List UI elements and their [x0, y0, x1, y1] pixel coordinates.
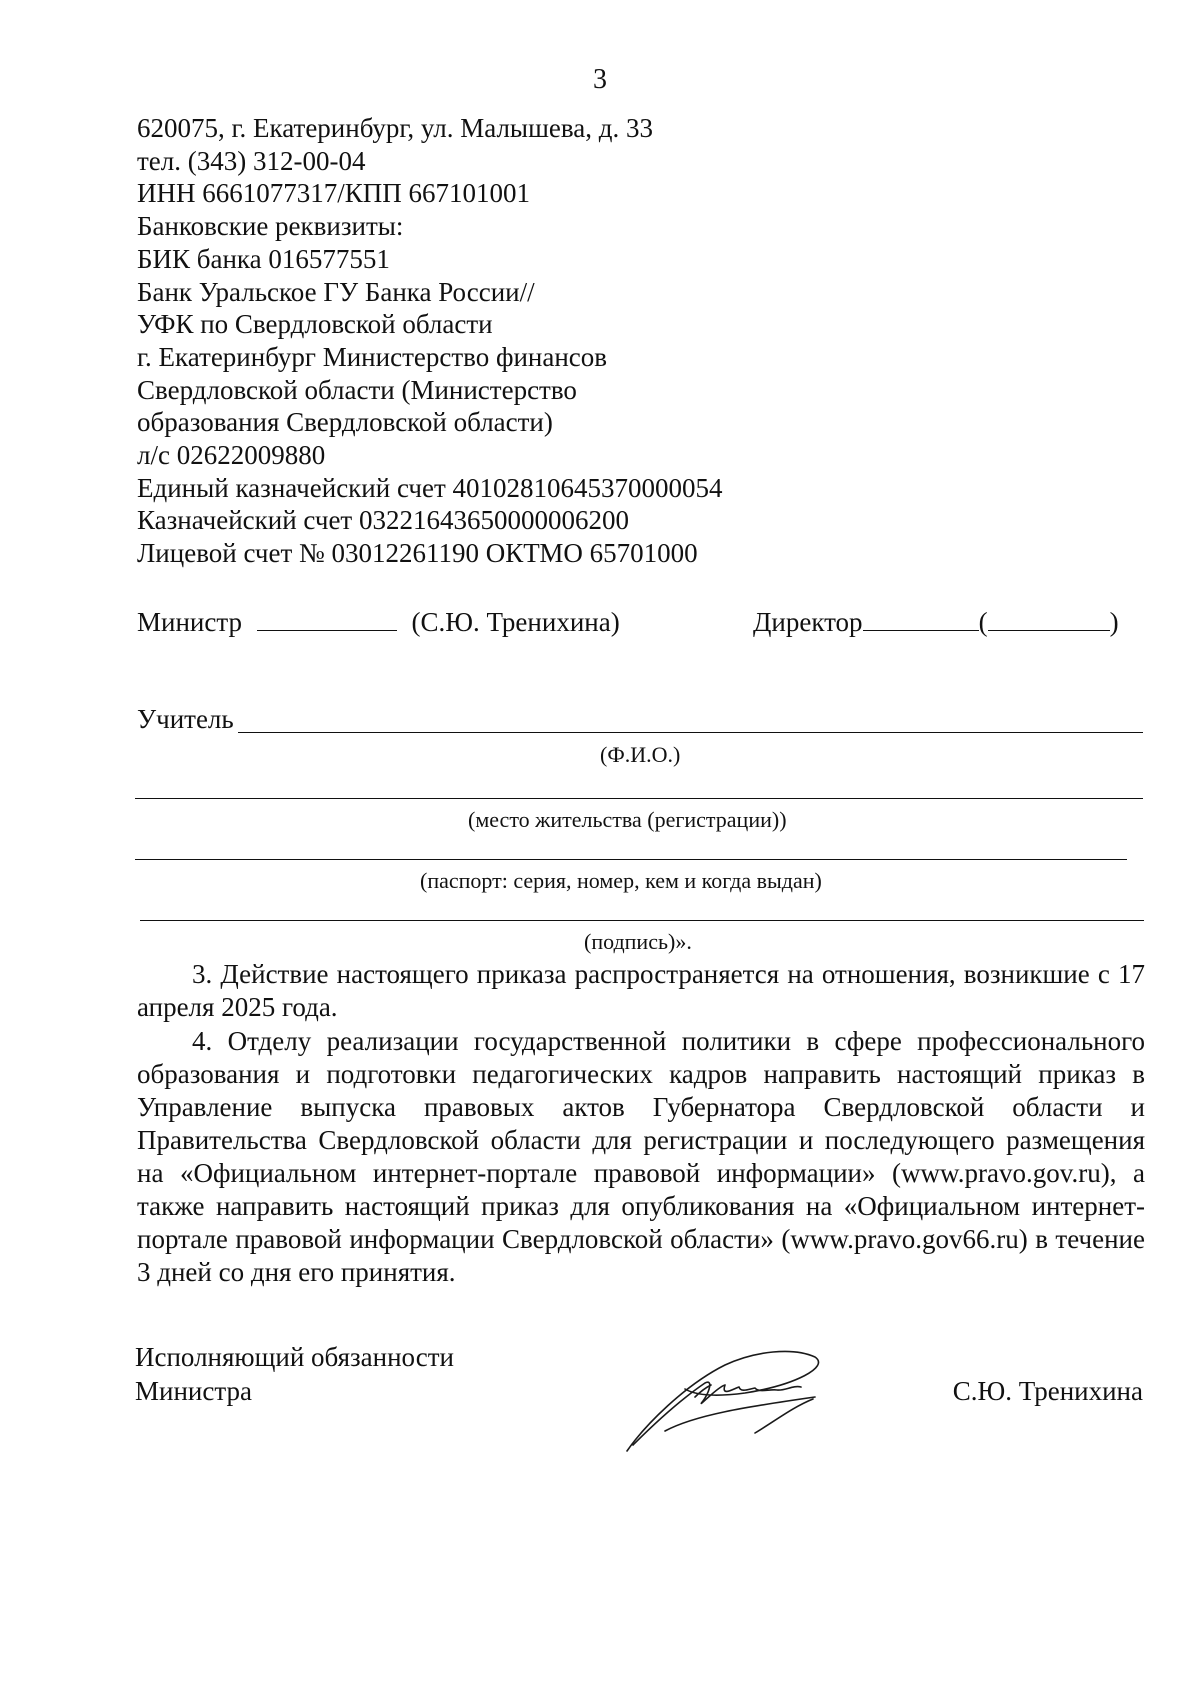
requisites-account-oktmo: Лицевой счет № 03012261190 ОКТМО 65701000 [137, 538, 698, 569]
requisites-bik: БИК банка 016577551 [137, 243, 390, 274]
teacher-fio-line [238, 732, 1143, 733]
handwritten-signature [625, 1345, 825, 1455]
paragraph-3: 3. Действие настоящего приказа распространяется на отношения, возникшие с 17 апреля 2025 года. [137, 959, 1145, 1022]
requisites-personal-account: л/с 02622009880 [137, 440, 326, 471]
requisites-recipient-1: г. Екатеринбург Министерство финансов [137, 341, 608, 372]
requisites-single-treasury-account: Единый казначейский счет 40102810645370000054 [137, 472, 723, 503]
passport-caption: (паспорт: серия, номер, кем и когда выдан) [420, 868, 822, 893]
minister-signature-blank [257, 606, 397, 631]
requisites-ufk: УФК по Свердловской области [137, 309, 493, 340]
passport-line [135, 859, 1127, 860]
fio-caption: (Ф.И.О.) [600, 742, 681, 767]
director-name-blank [988, 606, 1110, 631]
signature-caption: (подпись)». [584, 929, 692, 954]
minister-label: Министр [137, 607, 242, 637]
teacher-label: Учитель [137, 704, 234, 734]
requisites-address: 620075, г. Екатеринбург, ул. Малышева, д. 33 [137, 113, 653, 143]
paragraph-4: 4. Отделу реализации государственной политики в сфере профессионального образования и подготовки педагогических кадров направить настоящий приказ в Управление выпуска правовых актов Губернатора Свердловской области и Правительства Свердловской области для регистрации и последующего размещения на «Официальном интернет-портале правовой информации» (www.pravo.gov.ru), а также направить настоящий приказ для опубликования на «Официальном интернет-портале правовой информации Свердловской области» (www.pravo.gov66.ru) в течение 3 дней со дня его принятия. [137, 1026, 1145, 1287]
signatory-title [135, 1340, 454, 1408]
director-open-paren: ( [978, 607, 988, 637]
signatory-title-line-1: Исполняющий обязанности [135, 1342, 454, 1372]
requisites-treasury-account: Казначейский счет 03221643650000006200 [137, 505, 629, 536]
director-signature-row [753, 606, 1119, 638]
director-label: Директор [753, 607, 863, 637]
requisites-inn-kpp: ИНН 6661077317/КПП 667101001 [137, 178, 531, 209]
director-signature-blank [863, 606, 979, 631]
director-close-paren: ) [1109, 607, 1119, 637]
signatory-name: С.Ю. Тренихина [952, 1376, 1143, 1406]
residence-line [135, 798, 1143, 799]
requisites-heading: Банковские реквизиты: [137, 211, 404, 242]
minister-signature-row [137, 606, 620, 638]
residence-caption: (место жительства (регистрации)) [468, 807, 787, 832]
bank-requisites [137, 112, 897, 570]
signature-line [140, 920, 1144, 921]
requisites-phone: тел. (343) 312-00-04 [137, 145, 366, 176]
requisites-recipient-3: образования Свердловской области) [137, 407, 553, 438]
requisites-recipient-2: Свердловской области (Министерство [137, 374, 577, 405]
page-number: 3 [593, 64, 607, 95]
signatory-title-line-2: Министра [135, 1376, 252, 1406]
minister-name: (С.Ю. Тренихина) [411, 607, 620, 637]
requisites-bank: Банк Уральское ГУ Банка России// [137, 276, 535, 307]
